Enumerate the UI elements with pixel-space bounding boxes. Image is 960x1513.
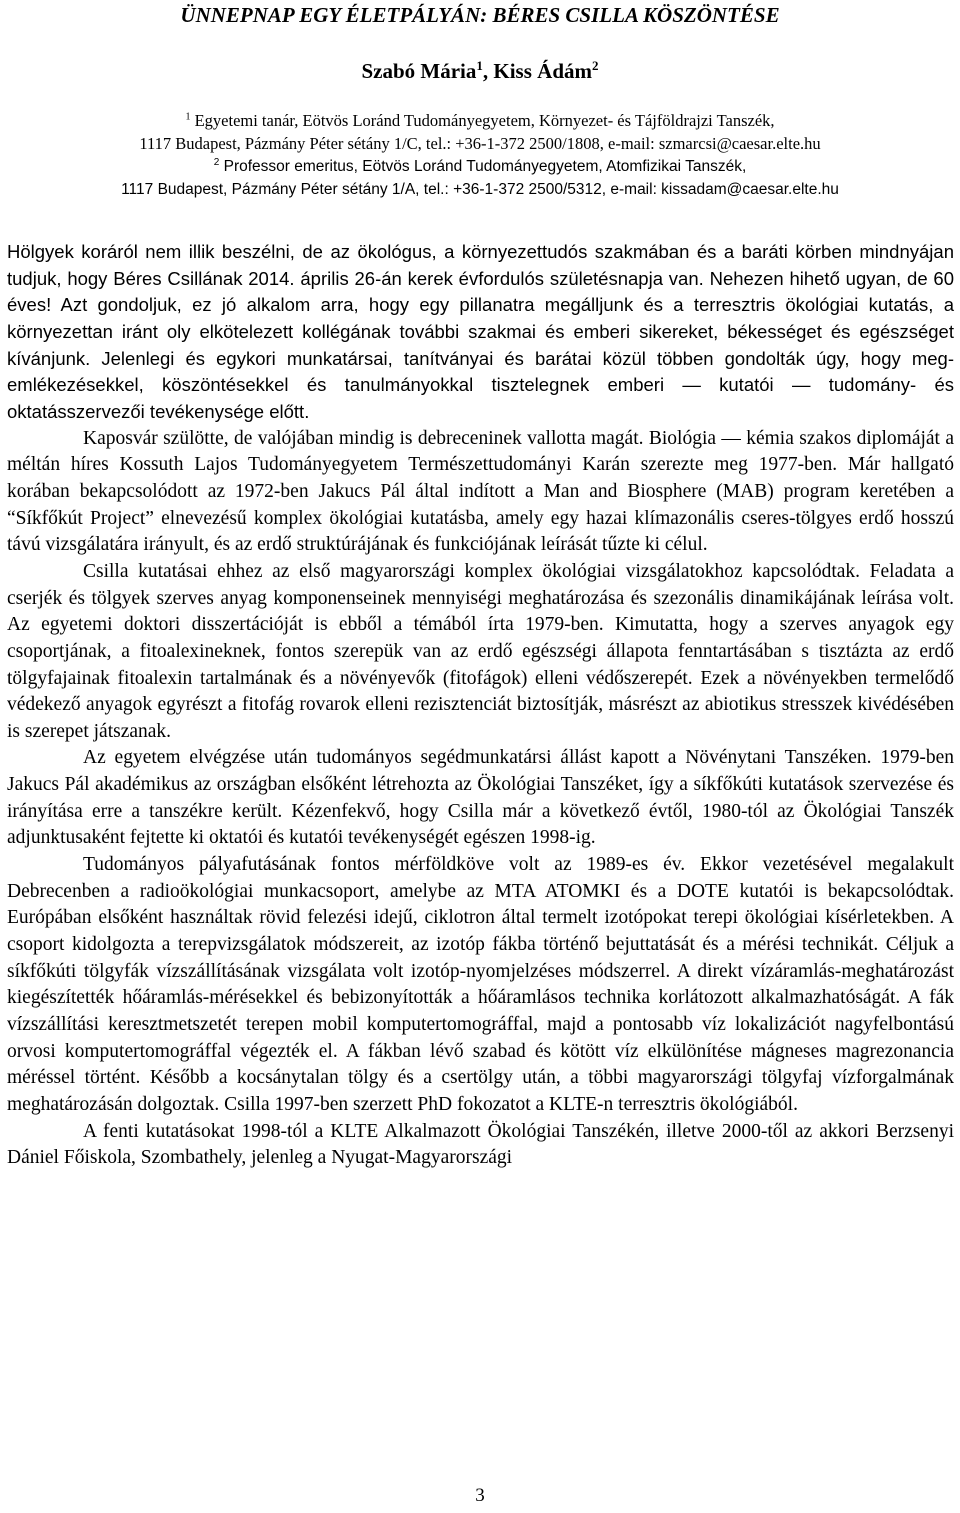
affiliation-number: 2: [213, 156, 220, 168]
authors-line: [0, 58, 960, 84]
affiliation-number: 1: [185, 111, 191, 123]
affiliation-line: [0, 155, 960, 178]
affiliation-1: [0, 109, 960, 155]
author-name: Kiss Ádám: [493, 59, 592, 83]
paragraph: Hölgyek koráról nem illik beszélni, de az ökológus, a környezettudós szakmában és a baráti körben mindnyájan tudjuk, hogy Béres Csillának 2014. április 26-án kerek évfordulós születésnapja van. Nehezen hihető ugyan, de 60 éves! Azt gondoljuk, ez jó alkalom arra, hogy egy pillanatra megálljunk és a terresztris ökológiai kutatás, a környezettan iránt oly elkötelezett kollégának további szakmai és emberi sikereket, békességet és egészséget kívánjunk. Jelenlegi és egykori munkatársai, tanítványai és barátai közül többen gondolták úgy, hogy megemlékezésekkel, köszöntésekkel és tanulmányokkal tisztelegnek emberi — kutatói — tudomány- és oktatásszervezői tevékenysége előtt.: [7, 241, 954, 422]
author-name: Szabó Mária: [361, 59, 477, 83]
paragraph: Az egyetem elvégzése után tudományos segédmunkatársi állást kapott a Növénytani Tanszéken. 1979-ben Jakucs Pál akadémikus az országban elsőként létrehozta az Ökológiai Tanszéket, így a síkfőkúti kutatások szervezése és irányítása erre a tanszékre került. Kézenfekvő, hogy Csilla már a következő évtől, 1980-tól az Ökológiai Tanszék adjunktusaként fejtette ki oktatói és kutatói tevékenységét egészen 1998-ig.: [7, 747, 954, 849]
paragraph: Kaposvár szülötte, de valójában mindig is debreceninek vallotta magát. Biológia — kémia szakos diplomáját a méltán híres Kossuth Lajos Tudományegyetem Természettudományi Karán szerezte meg 1977-ben. Már hallgató korában bekapcsolódott az 1972-ben Jakucs Pál által indított a Man and Biosphere (MAB) program keretében a “Síkfőkút Project” elnevezésű komplex ökológiai kutatásba, amely egy hazai klímazonális cseres-tölgyes erdő hosszú távú vizsgálatára irányult, és az erdő struktúrájának és funkciójának leírását tűzte ki célul.: [7, 427, 954, 556]
author-separator: ,: [482, 59, 494, 83]
affiliation-text: Professor emeritus, Eötvös Loránd Tudományegyetem, Atomfizikai Tanszék,: [219, 158, 747, 175]
paragraph: Csilla kutatásai ehhez az első magyarországi komplex ökológiai vizsgálatokhoz kapcsolódtak. Feladata a cserjék és tölgyek szerves anyag komponenseinek mennyiségi meghatározása és szezonális dinamikájának leírása volt. Az egyetemi doktori disszertációját is ebből a témából írta 1979-ben. Kimutatta, hogy a szerves anyagok egy csoportjának, a fitoalexineknek, fontos szerepük van az erdő egészségi állapota fenntartásában s tisztázta az erdő tölgyfajainak fitoalexin tartalmának és a növényevők (fitofágok) elleni védőszerepét. Ezek a növényekben termelődő védekező anyagok egyrészt a fitofág rovarok elleni rezisztenciát biztosítják, másrészt az abiotikus stresszek kivédésében is szerepet játszanak.: [7, 560, 954, 742]
article-body: [7, 239, 954, 1172]
author-superscript: 2: [592, 58, 599, 73]
article-title: ÜNNEPNAP EGY ÉLETPÁLYÁN: BÉRES CSILLA KÖSZÖNTÉSE: [180, 3, 780, 27]
paragraph: Tudományos pályafutásának fontos mérföldköve volt az 1989-es év. Ekkor vezetésével megalakult Debrecenben a radioökológiai munkacsoport, amelybe az MTA ATOMKI és a DOTE kutatói is bekapcsolódtak. Európában elsőként használtak rövid felezési idejű, ciklotron által termelt izotópokat terepi ökológiai kísérletekben. A csoport kidolgozta a terepvizsgálatok módszereit, az izotóp fákba történő bejuttatását és a mérési technikát. Céljuk a síkfőkúti tölgyfák vízszállításának vizsgálata volt izotóp-nyomjelzéses módszerrel. A direkt vízáramlás-meghatározást kiegészítették hőáramlás-mérésekkel és bebizonyították a hőáramlásos technika korlátozott alkalmazhatóságát. A fák vízszállítási keresztmetszetét terepen mobil komputertomográffal, majd a pontosabb víz lokalizációt nagyfelbontású orvosi komputertomográffal végezték el. A fákban lévő szabad és kötött víz elkülönítése mágneses magrezonancia méréssel történt. Később a kocsánytalan tölgy és a csertölgy után, a többi magyarországi tölgyfaj vízforgalmának meghatározásán dolgoztak. Csilla 1997-ben szerzett PhD fokozatot a KLTE-n terresztris ökológiából.: [7, 854, 954, 1115]
page-number: 3: [475, 1485, 485, 1506]
affiliation-address: 1117 Budapest, Pázmány Péter sétány 1/A, tel.: +36-1-372 2500/5312, e-mail: kissadam@caesar.elte.hu: [121, 181, 839, 198]
affiliation-text: Egyetemi tanár, Eötvös Loránd Tudományegyetem, Környezet- és Tájföldrajzi Tanszék,: [190, 111, 775, 130]
author-superscript: 1: [476, 58, 483, 73]
affiliation-2: [0, 155, 960, 201]
affiliation-line: [0, 109, 960, 132]
affiliation-address: 1117 Budapest, Pázmány Péter sétány 1/C, tel.: +36-1-372 2500/1808, e-mail: szmarcsi@caesar.elte.hu: [139, 134, 821, 153]
paragraph: A fenti kutatásokat 1998-tól a KLTE Alkalmazott Ökológiai Tanszékén, illetve 2000-től az akkori Berzsenyi Dániel Főiskola, Szombathely, jelenleg a Nyugat-Magyarországi: [7, 1120, 954, 1169]
